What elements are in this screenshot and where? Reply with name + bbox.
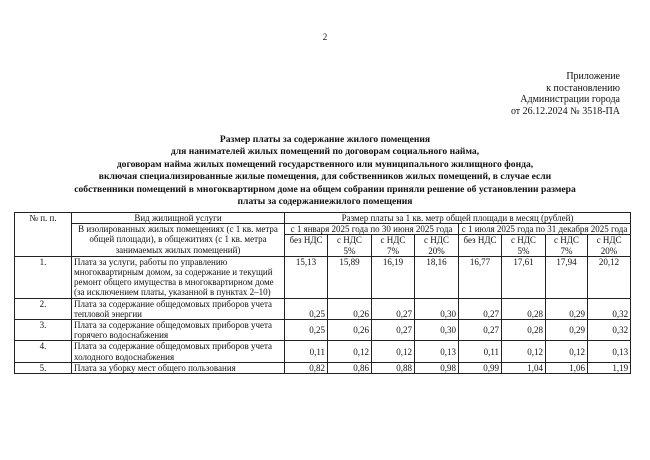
row-value: 0,32 [588,320,631,341]
row-value: 0,32 [588,298,631,319]
header-vat5: с НДС 5% [328,235,372,256]
row-value: 1,19 [588,362,631,373]
row-value: 0,30 [415,298,459,319]
row-value: 0,11 [285,341,328,362]
row-value: 16,19 [372,256,415,298]
row-number: 3. [15,320,72,341]
row-service: Плата за уборку мест общего пользования [72,362,285,373]
row-value: 16,77 [459,256,502,298]
row-value: 0,98 [415,362,459,373]
table-header-row [15,224,631,235]
row-value: 1,04 [502,362,546,373]
appendix-line: Приложение [566,71,620,82]
row-value: 0,30 [415,320,459,341]
row-service: Плата за содержание общедомовых приборов учета горячего водоснабжения [72,320,285,341]
row-value: 0,13 [415,341,459,362]
row-value: 0,27 [459,320,502,341]
table-row [15,341,631,362]
row-value: 0,12 [502,341,546,362]
table-header-row [15,213,631,224]
row-value: 0,28 [502,298,546,319]
row-service: Плата за содержание общедомовых приборов учета холодного водоснабжения [72,341,285,362]
row-value: 0,26 [328,320,372,341]
row-value: 15,89 [328,256,372,298]
tariff-table [14,212,631,374]
row-value: 1,06 [546,362,588,373]
header-service: Вид жилищной услуги [72,213,285,224]
header-vat20: с НДС 20% [588,235,631,256]
row-number: 2. [15,298,72,319]
header-period-2: с 1 июля 2025 года по 31 декабря 2025 года [459,224,631,235]
table-row [15,320,631,341]
header-no-vat: без НДС [285,235,328,256]
row-value: 0,82 [285,362,328,373]
table-row [15,362,631,373]
header-vat20: с НДС 20% [415,235,459,256]
row-value: 0,29 [546,320,588,341]
row-value: 0,13 [588,341,631,362]
row-value: 0,12 [328,341,372,362]
row-value: 0,12 [546,341,588,362]
row-value: 0,29 [546,298,588,319]
heading-line: платы за содержаниежилого помещения [237,196,413,208]
table-row [15,256,631,298]
row-value: 0,88 [372,362,415,373]
row-value: 0,27 [459,298,502,319]
heading-line: Размер платы за содержание жилого помещения [219,134,431,145]
header-service-sub: В изолированных жилых помещениях (с 1 кв. метра общей площади), в общежитиях (с 1 кв. метра занимаемых жилых помещений) [72,224,285,257]
row-value: 0,86 [328,362,372,373]
page-number: 2 [322,32,328,42]
header-no-vat: без НДС [459,235,502,256]
row-value: 0,27 [372,298,415,319]
row-number: 5. [15,362,72,373]
row-value: 15,13 [285,256,328,298]
heading-line: договорам найма жилых помещений государственного или муниципального жилищного фонда, [116,158,534,170]
row-value: 0,99 [459,362,502,373]
appendix-line: Администрации города [520,94,620,105]
header-vat5: с НДС 5% [502,235,546,256]
row-value: 0,25 [285,298,328,319]
header-period-1: с 1 января 2025 года по 30 июня 2025 года [285,224,459,235]
header-vat7: с НДС 7% [372,235,415,256]
header-price: Размер платы за 1 кв. метр общей площади в месяц (рублей) [285,213,631,224]
header-vat7: с НДС 7% [546,235,588,256]
row-value: 18,16 [415,256,459,298]
row-value: 17,94 [546,256,588,298]
row-value: 0,12 [372,341,415,362]
heading-line: собственники помещений в многоквартирном доме на общем собрании приняли решение об установлении размера [74,183,576,195]
document-heading [0,134,650,208]
appendix-block [470,71,620,117]
row-service: Плата за содержание общедомовых приборов учета тепловой энергии [72,298,285,319]
row-value: 17,61 [502,256,546,298]
row-number: 4. [15,341,72,362]
appendix-line: от 26.12.2024 № 3518-ПА [510,105,620,117]
heading-line: для нанимателей жилых помещений по договорам социального найма, [170,146,480,158]
row-value: 0,26 [328,298,372,319]
row-value: 0,25 [285,320,328,341]
row-number: 1. [15,256,72,298]
header-number: № п. п. [15,213,72,257]
row-value: 0,11 [459,341,502,362]
heading-line: включая специализированные жилые помещения, для собственников жилых помещений, в случае если [98,171,552,183]
row-value: 0,28 [502,320,546,341]
appendix-line: к постановлению [546,82,620,94]
row-value: 20,12 [588,256,631,298]
table-row [15,298,631,319]
row-service: Плата за услуги, работы по управлению многоквартирным домом, за содержание и текущий ремонт общего имущества в многоквартирном доме (за исключением платы, указанной в пунктах 2–10) [72,256,285,298]
row-value: 0,27 [372,320,415,341]
